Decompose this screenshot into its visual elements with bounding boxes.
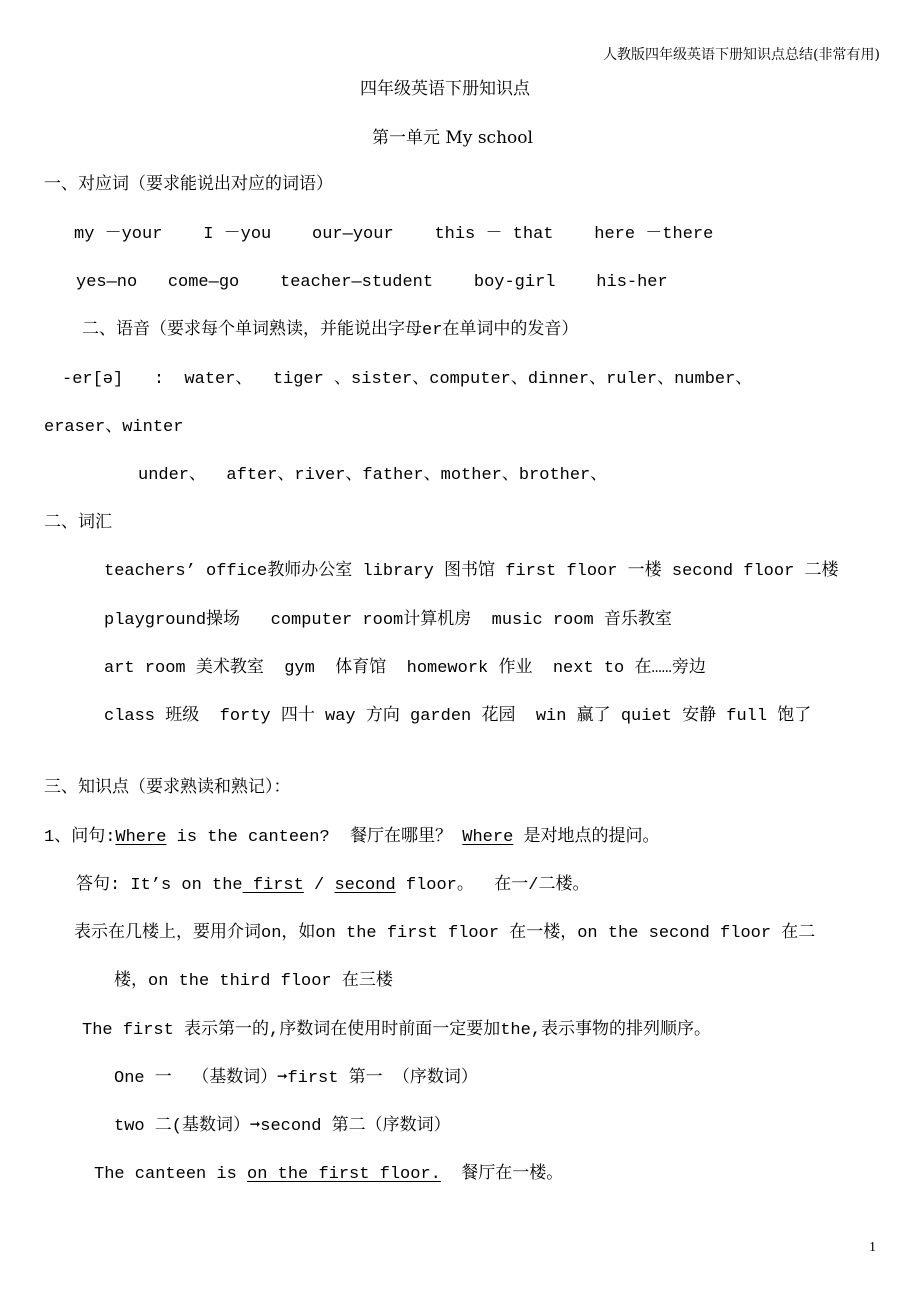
text-line [82,320,578,342]
text-segment: 三、知识点（要求熟读和熟记）： [44,779,291,798]
text-segment: 表示在几楼上，要用介词on，如on the first floor 在一楼，on the second floor 在二 [74,924,816,943]
text-line [114,1116,451,1138]
text-line [44,778,291,800]
text-line [44,827,659,849]
text-segment: 二、语音（要求每个单词熟读，并能说出字母er在单词中的发音） [82,321,579,340]
text-line [76,272,668,294]
text-segment: 餐厅在一楼。 [440,1165,564,1184]
page-header: 人教版四年级英语下册知识点总结(非常有用) [603,47,880,63]
document-title [360,78,530,100]
text-segment: The first 表示第一的,序数词在使用时前面一定要加the,表示事物的排列顺序。 [82,1021,712,1040]
text-segment: teachers’ office教师办公室 library 图书馆 first floor 一楼 second floor 二楼 [104,562,839,581]
text-segment: -er[ə] : water、 tiger 、sister、computer、dinner、ruler、number、 [62,370,753,389]
text-line [104,658,706,680]
text-line [82,1020,711,1042]
underlined-text: second [334,876,396,895]
text-segment: yes—no come—go teacher—student boy-girl his-her [76,273,668,292]
text-line [104,706,811,728]
text-line [114,971,393,993]
text-segment: 四年级英语下册知识点 [360,79,530,99]
text-line [138,465,607,487]
text-segment: 楼，on the third floor 在三楼 [114,972,393,991]
text-segment: class 班级 forty 四十 way 方向 garden 花园 win 赢了 quiet 安静 full 饱了 [104,707,812,726]
text-segment: under、 after、river、father、mother、brother、 [138,466,608,485]
text-segment: 二、词汇 [44,514,112,533]
text-segment: my －your I －you our—your this － that here －there [74,225,714,244]
text-segment: two 二(基数词）➞second 第二（序数词） [114,1117,451,1136]
text-segment: art room 美术教室 gym 体育馆 homework 作业 next to 在……旁边 [104,659,706,678]
text-segment: is the canteen? 餐厅在哪里？ [166,828,463,847]
text-line [94,1164,563,1186]
page-number: 1 [869,1240,876,1255]
text-line [44,513,112,535]
underlined-text: on the first floor. [247,1165,441,1184]
underlined-text: Where [462,828,514,847]
text-segment: 是对地点的提问。 [513,828,660,847]
underlined-text: Where [115,828,167,847]
text-line [44,417,183,439]
unit-title [372,127,533,149]
text-line [62,369,752,391]
text-line [104,561,839,583]
text-segment: The canteen is [94,1165,248,1184]
text-line [74,923,815,945]
underlined-text: first [242,876,304,895]
text-segment: 1、问句: [44,828,116,847]
text-segment: 一、对应词（要求能说出对应的词语） [44,176,333,195]
text-line [44,175,333,197]
text-segment: eraser、winter [44,418,184,437]
text-segment: 第一单元 My school [372,128,533,148]
text-line [74,224,713,246]
text-line [76,875,590,897]
text-segment: playground操场 computer room计算机房 music room 音乐教室 [104,611,672,630]
text-segment: 答句: It’s on the [76,876,243,895]
text-line [114,1068,478,1090]
text-segment: One 一 （基数词）➞first 第一 （序数词） [114,1069,478,1088]
text-segment: floor。 在一/二楼。 [395,876,590,895]
text-segment: / [303,876,335,895]
text-line [104,610,672,632]
